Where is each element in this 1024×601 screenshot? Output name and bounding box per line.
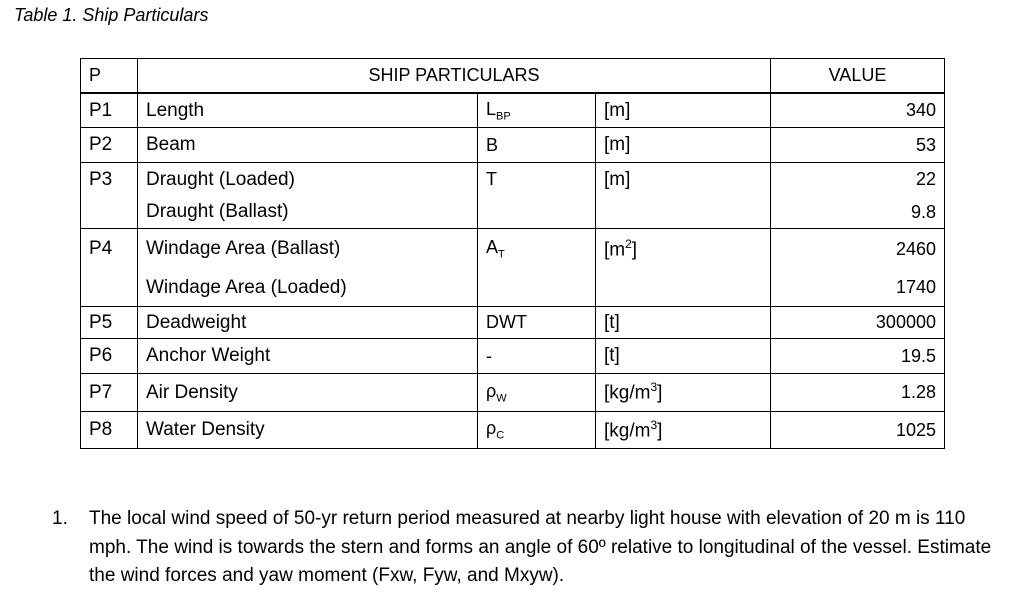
ship-particulars-table <box>80 58 945 449</box>
row-name: Draught (Ballast) <box>138 196 478 229</box>
header-p: P <box>81 59 138 94</box>
row-unit <box>596 269 771 307</box>
row-p <box>81 269 138 307</box>
row-value: 1.28 <box>771 374 945 412</box>
row-value: 2460 <box>771 229 945 270</box>
question-text: The local wind speed of 50-yr return period measured at nearby light house with elevation of 20 m is 110 mph. The wind is towards the stern and forms an angle of 60º relative to longitudinal of the vessel. Estimate the wind forces and yaw moment (Fxw, Fyw, and Mxyw). <box>89 508 992 586</box>
table-header-row <box>81 59 945 94</box>
question-item <box>52 505 1012 591</box>
row-unit: [t] <box>596 339 771 374</box>
row-p <box>81 196 138 229</box>
row-unit: [m] <box>596 128 771 163</box>
row-symbol: $A_T$ <box>478 229 596 270</box>
row-unit: $[kg/m^3]$ <box>596 412 771 449</box>
row-symbol: DWT <box>478 307 596 339</box>
table-row <box>81 412 945 449</box>
row-name: Length <box>138 93 478 128</box>
row-value: 1025 <box>771 412 945 449</box>
row-symbol: T <box>478 163 596 197</box>
row-unit: $[kg/m^3]$ <box>596 374 771 412</box>
row-name: Anchor Weight <box>138 339 478 374</box>
row-unit <box>596 196 771 229</box>
table-row <box>81 229 945 270</box>
row-p: P7 <box>81 374 138 412</box>
table-row <box>81 269 945 307</box>
row-symbol <box>478 269 596 307</box>
row-name: Beam <box>138 128 478 163</box>
row-name: Water Density <box>138 412 478 449</box>
row-value: 53 <box>771 128 945 163</box>
row-name: Deadweight <box>138 307 478 339</box>
table-caption: Table 1. Ship Particulars <box>14 5 209 25</box>
row-symbol <box>478 196 596 229</box>
row-unit: [m] <box>596 163 771 197</box>
table-row <box>81 307 945 339</box>
row-unit: [t] <box>596 307 771 339</box>
table-row <box>81 163 945 197</box>
row-p: P2 <box>81 128 138 163</box>
row-unit: [m] <box>596 93 771 128</box>
header-ship-particulars: SHIP PARTICULARS <box>138 59 771 94</box>
table-row <box>81 339 945 374</box>
row-name: Draught (Loaded) <box>138 163 478 197</box>
table-row <box>81 93 945 128</box>
row-p: P5 <box>81 307 138 339</box>
row-p: P3 <box>81 163 138 197</box>
row-symbol: B <box>478 128 596 163</box>
row-p: P8 <box>81 412 138 449</box>
header-value: VALUE <box>771 59 945 94</box>
row-p: P6 <box>81 339 138 374</box>
question-number: 1. <box>52 508 68 529</box>
row-value: 9.8 <box>771 196 945 229</box>
table-row <box>81 128 945 163</box>
row-value: 22 <box>771 163 945 197</box>
row-name: Windage Area (Ballast) <box>138 229 478 270</box>
row-p: P1 <box>81 93 138 128</box>
row-value: 300000 <box>771 307 945 339</box>
row-value: 19.5 <box>771 339 945 374</box>
row-p: P4 <box>81 229 138 270</box>
row-value: 1740 <box>771 269 945 307</box>
row-symbol: $\rho_W$ <box>478 374 596 412</box>
table-row <box>81 196 945 229</box>
table-row <box>81 374 945 412</box>
row-name: Windage Area (Loaded) <box>138 269 478 307</box>
row-symbol: $\rho_C$ <box>478 412 596 449</box>
row-symbol: $L_{BP}$ <box>478 93 596 128</box>
row-unit: $[m^2]$ <box>596 229 771 270</box>
row-symbol: - <box>478 339 596 374</box>
row-name: Air Density <box>138 374 478 412</box>
row-value: 340 <box>771 93 945 128</box>
